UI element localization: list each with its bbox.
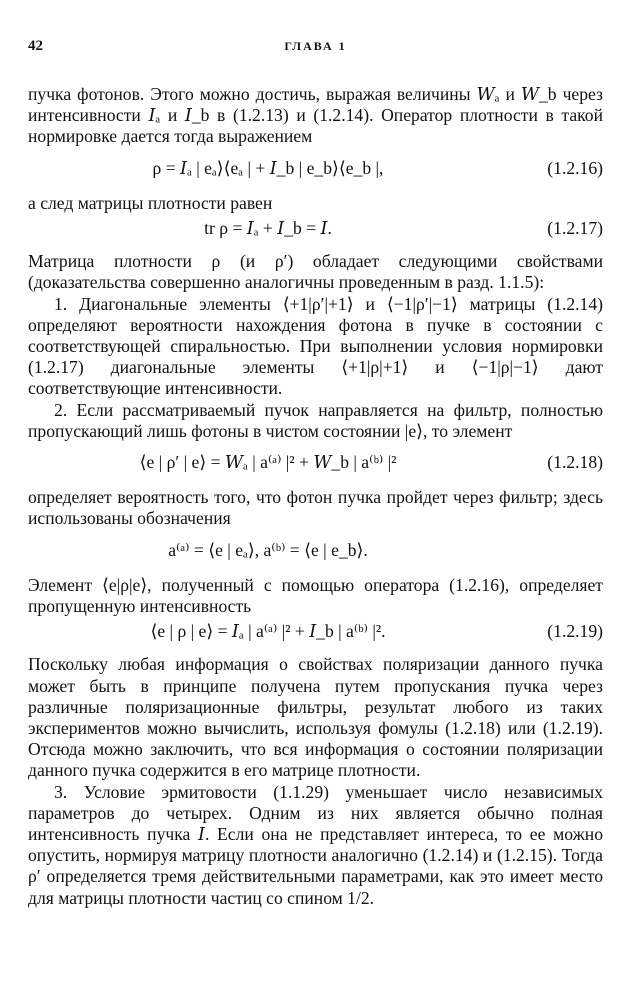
equation-formula: tr ρ = 𝐼ₐ + 𝐼_b = 𝐼. [204,218,332,238]
equation-1-2-19 [28,621,603,642]
paragraph: определяет вероятность того, что фотон пучка пройдет через фильтр; здесь использованы обозначения [28,487,603,529]
equation-formula: ρ = 𝐼ₐ | eₐ⟩⟨eₐ | + 𝐼_b | e_b⟩⟨e_b |, [152,157,384,178]
page-number: 42 [28,38,43,54]
equation-number: (1.2.18) [547,452,603,473]
equation-1-2-18 [28,452,603,473]
equation-formula: ⟨e | ρ′ | e⟩ = 𝑊ₐ | a⁽ᵃ⁾ |² + 𝑊_b | a⁽ᵇ⁾ |² [139,452,397,473]
equation-number: (1.2.19) [547,621,603,642]
equation-1-2-17 [28,218,603,239]
page-body [28,84,603,909]
paragraph: Матрица плотности ρ (и ρ′) обладает следующими свойствами (доказательства совершенно аналогичны проведенным в разд. 1.1.5): [28,251,603,293]
equation-1-2-16 [28,158,603,179]
paragraph: Элемент ⟨e|ρ|e⟩, полученный с помощью оператора (1.2.16), определяет пропущенную интенсивность [28,574,603,616]
paragraph: 3. Условие эрмитовости (1.1.29) уменьшает число независимых параметров до четырех. Одним из них является обычно полная интенсивность пучка 𝐼. Если она не представляет интереса, то ее можно опустить, нормируя матрицу плотности аналогично (1.2.14) и (1.2.15). Тогда ρ′ определяется тремя действительными параметрами, как это имеет место для матрицы плотности частиц со спином 1/2. [28,781,603,908]
equation-number: (1.2.16) [547,157,603,178]
running-header [28,38,603,60]
equation-formula: a⁽ᵃ⁾ = ⟨e | eₐ⟩, a⁽ᵇ⁾ = ⟨e | e_b⟩. [168,539,368,560]
equation-definitions [28,540,603,561]
paragraph: 1. Диагональные элементы ⟨+1|ρ′|+1⟩ и ⟨−1|ρ′|−1⟩ матрицы (1.2.14) определяют вероятности нахождения фотона в пучке в состоянии с соответствующей спиральностью. При выполнении условия нормировки (1.2.17) диагональные элементы ⟨+1|ρ|+1⟩ и ⟨−1|ρ|−1⟩ дают соответствующие интенсивности. [28,293,603,399]
chapter-title: ГЛАВА 1 [284,39,347,53]
paragraph: 2. Если рассматриваемый пучок направляется на фильтр, полностью пропускающий лишь фотоны в чистом состоянии |e⟩, то элемент [28,399,603,441]
paragraph: а след матрицы плотности равен [28,192,273,213]
paragraph: пучка фотонов. Этого можно достичь, выражая величины 𝑊ₐ и 𝑊_b через интенсивности 𝐼ₐ и 𝐼_b в (1.2.13) и (1.2.14). Оператор плотности в такой нормировке дается тогда выражением [28,84,603,147]
paragraph: Поскольку любая информация о свойствах поляризации данного пучка может быть в принципе получена путем пропускания пучка через различные поляризационные фильтры, результат любого из таких экспериментов можно вычислить, используя фомулы (1.2.18) или (1.2.19). Отсюда можно заключить, что вся информация о состоянии поляризации данного пучка содержится в его матрице плотности. [28,654,603,781]
equation-formula: ⟨e | ρ | e⟩ = 𝐼ₐ | a⁽ᵃ⁾ |² + 𝐼_b | a⁽ᵇ⁾ |². [150,621,386,642]
equation-number: (1.2.17) [547,218,603,238]
